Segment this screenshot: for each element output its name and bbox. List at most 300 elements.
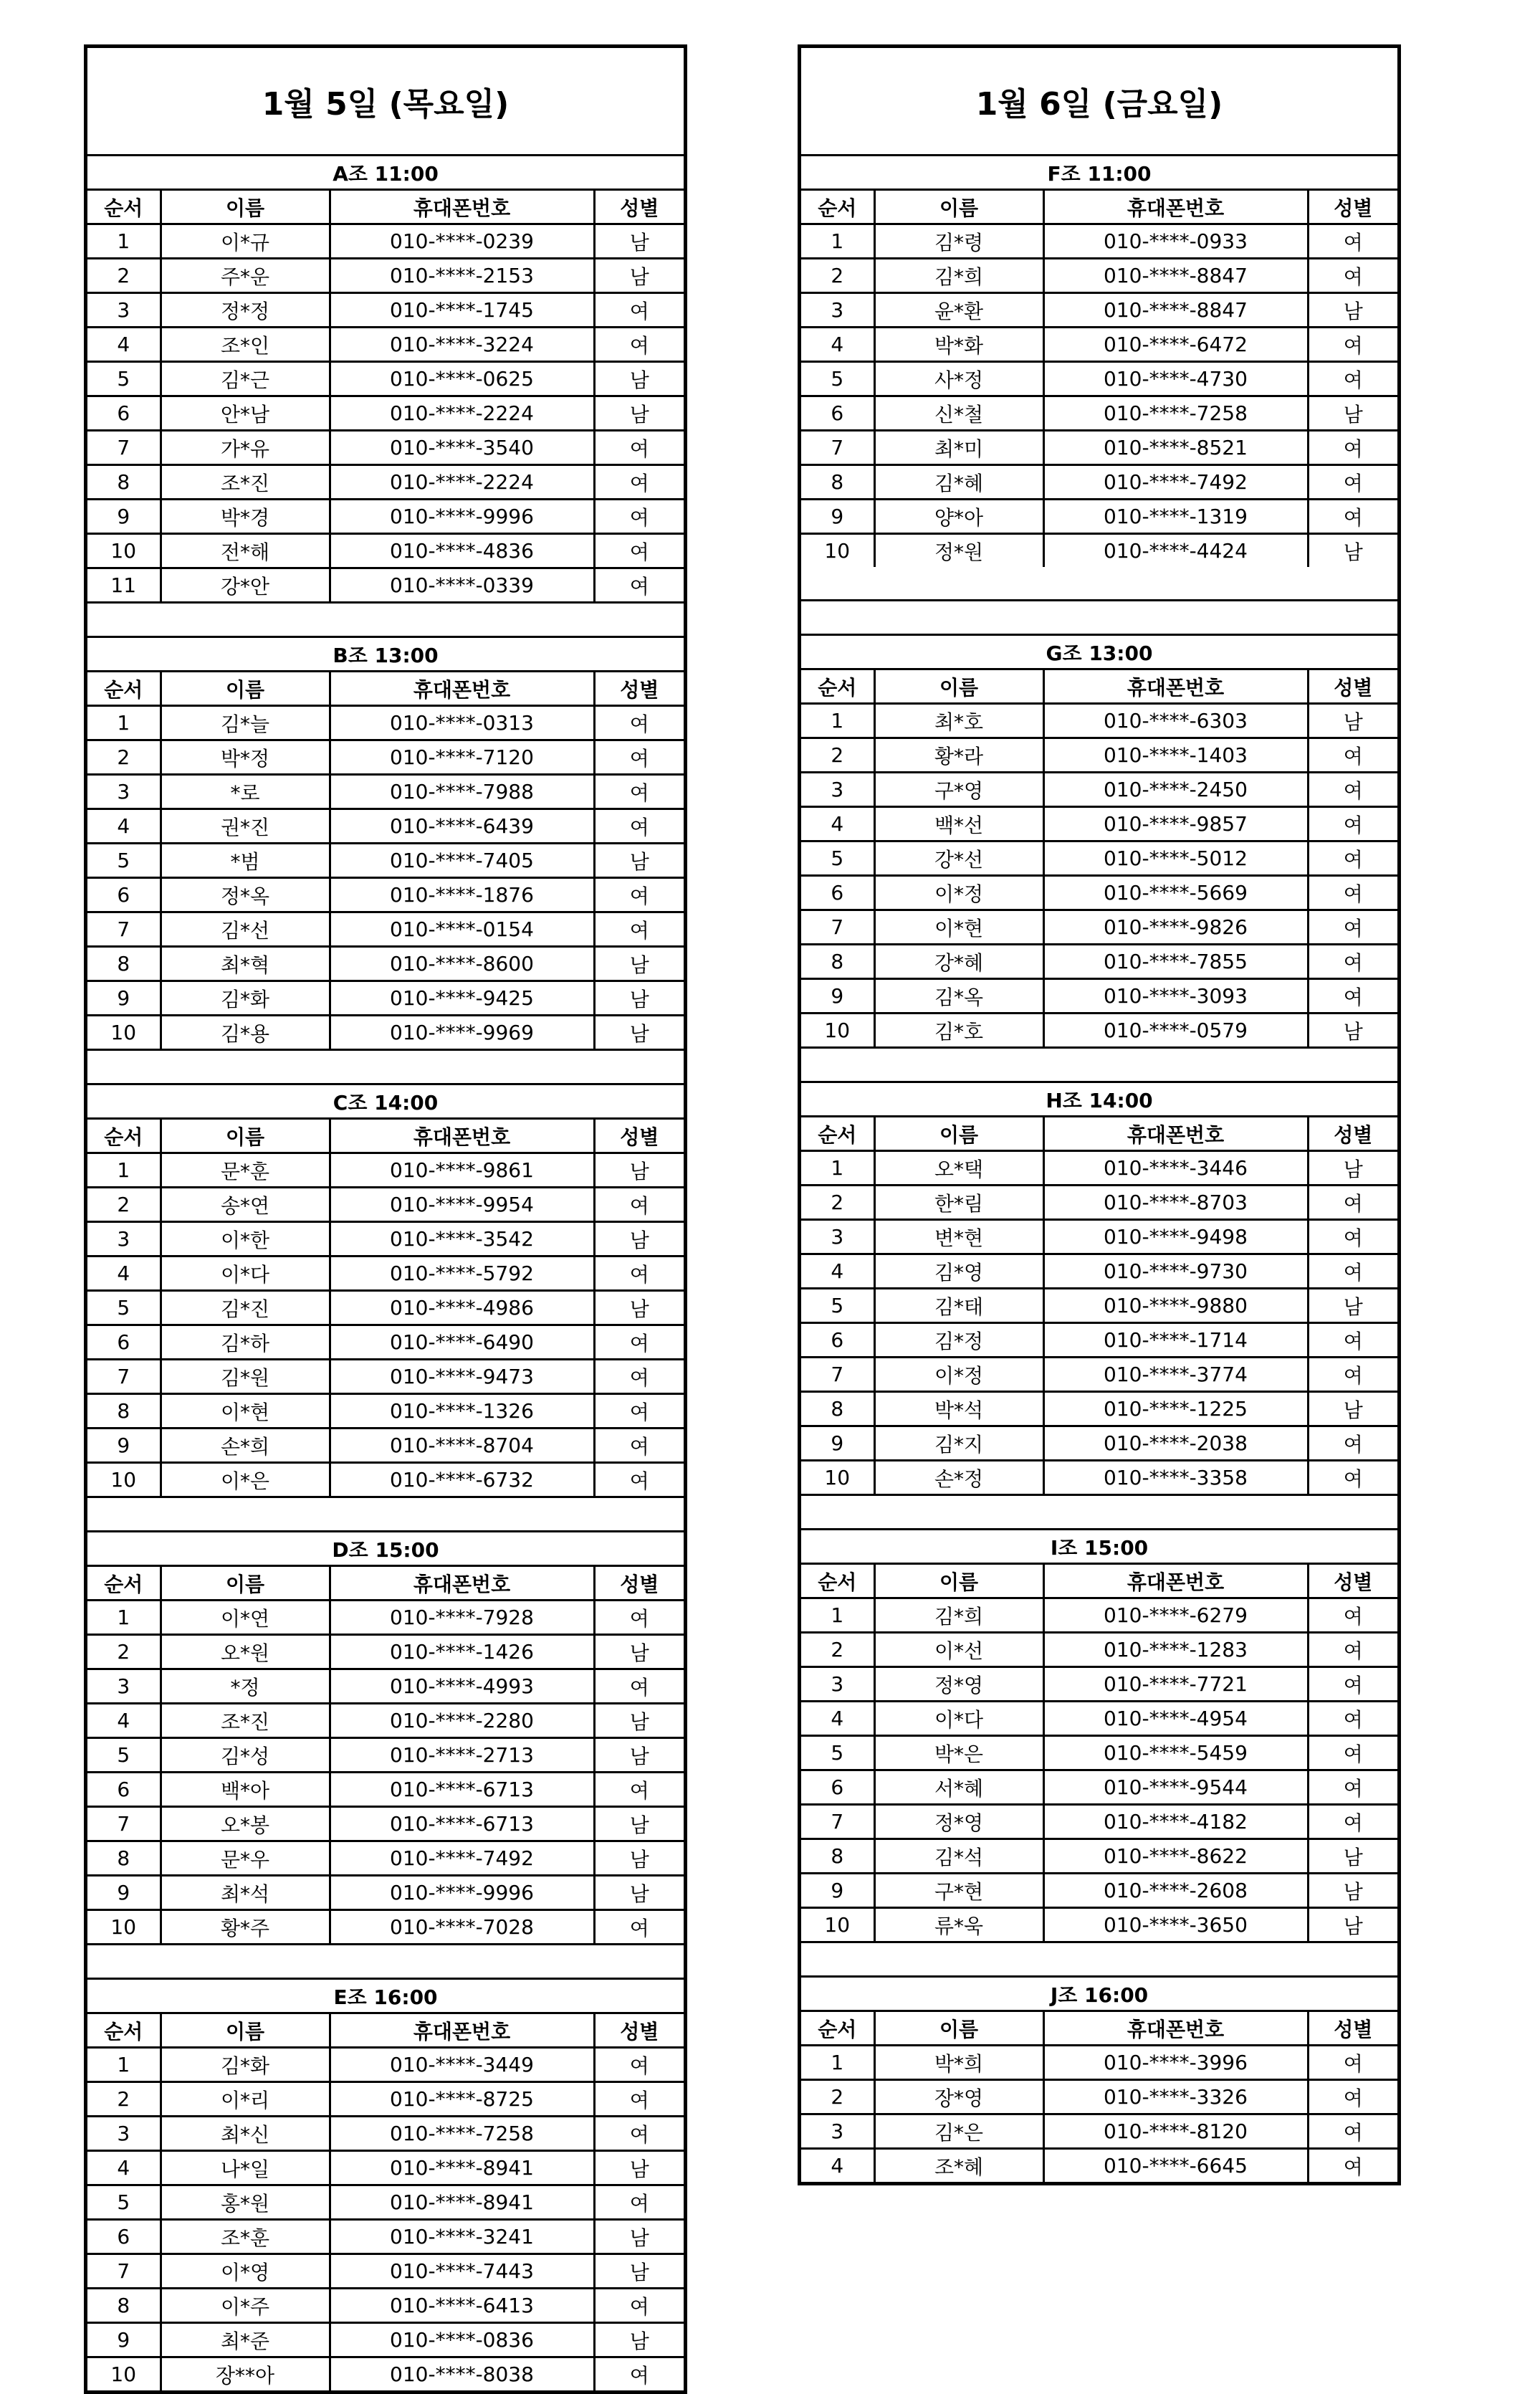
table-row (801, 910, 1397, 945)
phone-cell: 010-****-7721 (1043, 1667, 1308, 1702)
sex-cell: 여 (1308, 807, 1397, 841)
phone-cell: 010-****-1326 (330, 1394, 594, 1429)
phone-cell: 010-****-8725 (330, 2082, 594, 2117)
seq-cell: 2 (87, 2082, 161, 2117)
phone-cell: 010-****-9544 (1043, 1770, 1308, 1805)
seq-cell: 8 (801, 465, 874, 500)
seq-cell: 3 (87, 293, 161, 328)
seq-cell: 4 (801, 1254, 874, 1289)
phone-cell: 010-****-3241 (330, 2220, 594, 2254)
sex-cell: 여 (594, 328, 684, 362)
phone-cell: 010-****-3449 (330, 2048, 594, 2082)
table-row (801, 1770, 1397, 1805)
table-row (87, 2289, 684, 2323)
column-header-phone: 휴대폰번호 (1043, 190, 1308, 224)
table-row (801, 1908, 1397, 1942)
table-row (87, 809, 684, 844)
phone-cell: 010-****-9498 (1043, 1220, 1308, 1254)
name-cell: 정*영 (874, 1805, 1043, 1839)
seq-cell: 9 (801, 1874, 874, 1908)
phone-cell: 010-****-9730 (1043, 1254, 1308, 1289)
column-header-row (801, 190, 1397, 224)
phone-cell: 010-****-8941 (330, 2151, 594, 2185)
phone-cell: 010-****-3542 (330, 1222, 594, 1256)
sex-cell: 여 (1308, 1598, 1397, 1633)
sex-cell: 여 (1308, 2046, 1397, 2080)
seq-cell: 8 (801, 945, 874, 979)
column-header-sex: 성별 (1308, 2011, 1397, 2046)
sex-cell: 남 (1308, 1392, 1397, 1426)
spacer-cell (87, 1497, 684, 1532)
phone-cell: 010-****-1283 (1043, 1633, 1308, 1667)
phone-cell: 010-****-9425 (330, 981, 594, 1016)
table-row (801, 841, 1397, 876)
phone-cell: 010-****-2608 (1043, 1874, 1308, 1908)
name-cell: 박*화 (874, 328, 1043, 362)
name-cell: 이*다 (874, 1702, 1043, 1736)
name-cell: 김*호 (874, 1014, 1043, 1048)
seq-cell: 3 (87, 775, 161, 809)
sex-cell: 남 (594, 2254, 684, 2289)
seq-cell: 10 (801, 534, 874, 568)
sex-cell: 여 (594, 1910, 684, 1945)
table-row (801, 1461, 1397, 1495)
name-cell: 김*진 (161, 1291, 330, 1325)
column-header-seq: 순서 (801, 190, 874, 224)
column-header-name: 이름 (874, 2011, 1043, 2046)
sex-cell: 여 (1308, 259, 1397, 293)
table-row (801, 500, 1397, 534)
column-header-sex: 성별 (1308, 190, 1397, 224)
sex-cell: 여 (1308, 1323, 1397, 1358)
seq-cell: 3 (801, 773, 874, 807)
sex-cell: 여 (1308, 1254, 1397, 1289)
table-row (87, 878, 684, 912)
sex-cell: 여 (594, 809, 684, 844)
column-header-name: 이름 (874, 1117, 1043, 1151)
table-row (87, 1807, 684, 1841)
column-header-phone: 휴대폰번호 (330, 190, 594, 224)
sex-cell: 남 (1308, 1289, 1397, 1323)
table-row (801, 1358, 1397, 1392)
name-cell: 김*희 (874, 259, 1043, 293)
phone-cell: 010-****-8120 (1043, 2114, 1308, 2149)
table-row (87, 500, 684, 534)
name-cell: 문*훈 (161, 1153, 330, 1188)
phone-cell: 010-****-1426 (330, 1635, 594, 1669)
name-cell: 조*훈 (161, 2220, 330, 2254)
phone-cell: 010-****-6279 (1043, 1598, 1308, 1633)
phone-cell: 010-****-7405 (330, 844, 594, 878)
seq-cell: 2 (801, 259, 874, 293)
table-row (87, 740, 684, 775)
spacer-row (87, 1050, 684, 1084)
group-header (87, 1979, 684, 2013)
name-cell: 최*미 (874, 431, 1043, 465)
phone-cell: 010-****-1745 (330, 293, 594, 328)
phone-cell: 010-****-3774 (1043, 1358, 1308, 1392)
table-row (801, 1736, 1397, 1770)
sex-cell: 여 (1308, 876, 1397, 910)
table-row (801, 704, 1397, 738)
group-title: A조 11:00 (333, 161, 439, 186)
seq-cell: 3 (801, 293, 874, 328)
table-row (801, 876, 1397, 910)
name-cell: 최*석 (161, 1876, 330, 1910)
table-row (87, 706, 684, 740)
phone-cell: 010-****-4730 (1043, 362, 1308, 396)
phone-cell: 010-****-6490 (330, 1325, 594, 1360)
sex-cell: 여 (594, 293, 684, 328)
sex-cell: 여 (1308, 1426, 1397, 1461)
sex-cell: 남 (594, 2323, 684, 2357)
phone-cell: 010-****-7258 (1043, 396, 1308, 431)
sex-cell: 남 (594, 1153, 684, 1188)
day-schedule-friday (798, 44, 1401, 2185)
name-cell: 이*다 (161, 1256, 330, 1291)
table-row (87, 396, 684, 431)
sex-cell: 여 (1308, 979, 1397, 1014)
sex-cell: 남 (1308, 1151, 1397, 1186)
table-row (801, 465, 1397, 500)
seq-cell: 6 (87, 1773, 161, 1807)
sex-cell: 여 (594, 2357, 684, 2391)
column-header-phone: 휴대폰번호 (330, 1119, 594, 1153)
phone-cell: 010-****-0339 (330, 568, 594, 603)
table-row (87, 2048, 684, 2082)
table-row (801, 1151, 1397, 1186)
phone-cell: 010-****-7492 (1043, 465, 1308, 500)
seq-cell: 6 (801, 1770, 874, 1805)
column-header-row (87, 672, 684, 706)
seq-cell: 8 (801, 1839, 874, 1874)
sex-cell: 여 (1308, 773, 1397, 807)
name-cell: 조*혜 (874, 2149, 1043, 2183)
seq-cell: 3 (801, 1667, 874, 1702)
group-header (87, 1084, 684, 1119)
sex-cell: 여 (1308, 841, 1397, 876)
sex-cell: 여 (594, 740, 684, 775)
phone-cell: 010-****-6645 (1043, 2149, 1308, 2183)
sex-cell: 여 (594, 878, 684, 912)
name-cell: *정 (161, 1669, 330, 1704)
sex-cell: 여 (594, 2117, 684, 2151)
sex-cell: 남 (594, 1807, 684, 1841)
sex-cell: 여 (594, 1394, 684, 1429)
column-header-name: 이름 (874, 669, 1043, 704)
name-cell: 구*현 (874, 1874, 1043, 1908)
table-row (801, 1392, 1397, 1426)
phone-cell: 010-****-9880 (1043, 1289, 1308, 1323)
sex-cell: 여 (1308, 1461, 1397, 1495)
sex-cell: 여 (1308, 1667, 1397, 1702)
sex-cell: 여 (1308, 1358, 1397, 1392)
seq-cell: 1 (87, 1153, 161, 1188)
phone-cell: 010-****-2280 (330, 1704, 594, 1738)
spacer-row (87, 603, 684, 637)
seq-cell: 1 (87, 706, 161, 740)
column-header-sex: 성별 (594, 1119, 684, 1153)
sex-cell: 여 (594, 534, 684, 568)
phone-cell: 010-****-0625 (330, 362, 594, 396)
group-title: J조 16:00 (801, 1977, 1397, 2011)
name-cell: 김*영 (874, 1254, 1043, 1289)
phone-cell: 010-****-8600 (330, 947, 594, 981)
table-row (87, 1773, 684, 1807)
phone-cell: 010-****-8038 (330, 2357, 594, 2391)
seq-cell: 1 (87, 1601, 161, 1635)
column-header-seq: 순서 (801, 669, 874, 704)
sex-cell: 여 (594, 568, 684, 603)
table-row (87, 2220, 684, 2254)
name-cell: 조*인 (161, 328, 330, 362)
phone-cell: 010-****-2153 (330, 259, 594, 293)
name-cell: 김*늘 (161, 706, 330, 740)
table-row (87, 1704, 684, 1738)
column-header-sex: 성별 (1308, 1117, 1397, 1151)
spacer-cell (801, 1495, 1397, 1530)
table-row (801, 534, 1397, 568)
phone-cell: 010-****-7855 (1043, 945, 1308, 979)
name-cell: 최*혁 (161, 947, 330, 981)
seq-cell: 1 (87, 224, 161, 259)
name-cell: 나*일 (161, 2151, 330, 2185)
table-row (801, 362, 1397, 396)
table-row (87, 1016, 684, 1050)
table-row (801, 293, 1397, 328)
sex-cell: 여 (594, 1325, 684, 1360)
phone-cell: 010-****-9826 (1043, 910, 1308, 945)
seq-cell: 3 (801, 1220, 874, 1254)
seq-cell: 2 (801, 1186, 874, 1220)
group-header (801, 635, 1397, 669)
sex-cell: 남 (1308, 1014, 1397, 1048)
seq-cell: 10 (87, 1463, 161, 1497)
seq-cell: 6 (801, 1323, 874, 1358)
phone-cell: 010-****-7120 (330, 740, 594, 775)
seq-cell: 2 (87, 259, 161, 293)
phone-cell: 010-****-8941 (330, 2185, 594, 2220)
phone-cell: 010-****-4182 (1043, 1805, 1308, 1839)
name-cell: 이*리 (161, 2082, 330, 2117)
sex-cell: 여 (1308, 1220, 1397, 1254)
seq-cell: 9 (87, 1429, 161, 1463)
table-row (87, 1291, 684, 1325)
seq-cell: 7 (801, 431, 874, 465)
phone-cell: 010-****-3996 (1043, 2046, 1308, 2080)
table-row (801, 2080, 1397, 2114)
table-row (87, 2082, 684, 2117)
table-row (87, 293, 684, 328)
table-row (801, 2046, 1397, 2080)
name-cell: 최*준 (161, 2323, 330, 2357)
table-row (801, 1014, 1397, 1048)
sex-cell: 남 (594, 981, 684, 1016)
sex-cell: 남 (1308, 1908, 1397, 1942)
column-header-row (801, 1564, 1397, 1598)
phone-cell: 010-****-8622 (1043, 1839, 1308, 1874)
phone-cell: 010-****-0836 (330, 2323, 594, 2357)
sex-cell: 여 (594, 2185, 684, 2220)
seq-cell: 5 (87, 1291, 161, 1325)
name-cell: 오*원 (161, 1635, 330, 1669)
spacer-row (801, 1048, 1397, 1082)
name-cell: 김*성 (161, 1738, 330, 1773)
spacer-row (801, 1942, 1397, 1977)
table-row (87, 224, 684, 259)
sex-cell: 남 (1308, 293, 1397, 328)
name-cell: 송*연 (161, 1188, 330, 1222)
phone-cell: 010-****-1319 (1043, 500, 1308, 534)
phone-cell: 010-****-1225 (1043, 1392, 1308, 1426)
name-cell: 정*영 (874, 1667, 1043, 1702)
table-row (801, 328, 1397, 362)
name-cell: 손*희 (161, 1429, 330, 1463)
seq-cell: 8 (87, 465, 161, 500)
phone-cell: 010-****-3093 (1043, 979, 1308, 1014)
seq-cell: 9 (87, 500, 161, 534)
name-cell: 가*유 (161, 431, 330, 465)
seq-cell: 5 (87, 1738, 161, 1773)
name-cell: 김*석 (874, 1839, 1043, 1874)
name-cell: 이*은 (161, 1463, 330, 1497)
table-row (87, 1841, 684, 1876)
table-row (87, 259, 684, 293)
phone-cell: 010-****-0933 (1043, 224, 1308, 259)
seq-cell: 2 (87, 740, 161, 775)
phone-cell: 010-****-0313 (330, 706, 594, 740)
column-header-phone: 휴대폰번호 (1043, 669, 1308, 704)
seq-cell: 4 (801, 807, 874, 841)
phone-cell: 010-****-4986 (330, 1291, 594, 1325)
table-row (801, 1598, 1397, 1633)
table-row (801, 259, 1397, 293)
table-row (87, 2151, 684, 2185)
seq-cell: 7 (87, 431, 161, 465)
name-cell: 김*선 (161, 912, 330, 947)
name-cell: 박*경 (161, 500, 330, 534)
name-cell: 김*정 (874, 1323, 1043, 1358)
table-row (87, 328, 684, 362)
sex-cell: 남 (594, 844, 684, 878)
phone-cell: 010-****-7443 (330, 2254, 594, 2289)
name-cell: 사*정 (874, 362, 1043, 396)
sex-cell: 남 (594, 1876, 684, 1910)
phone-cell: 010-****-6439 (330, 809, 594, 844)
seq-cell: 2 (801, 1633, 874, 1667)
phone-cell: 010-****-2224 (330, 465, 594, 500)
phone-cell: 010-****-9996 (330, 500, 594, 534)
table-row (87, 912, 684, 947)
name-cell: 신*철 (874, 396, 1043, 431)
phone-cell: 010-****-9954 (330, 1188, 594, 1222)
seq-cell: 6 (87, 1325, 161, 1360)
sex-cell: 여 (1308, 465, 1397, 500)
spacer-row (801, 567, 1397, 601)
sex-cell: 남 (1308, 1839, 1397, 1874)
table-row (87, 1188, 684, 1222)
sex-cell: 여 (1308, 2149, 1397, 2183)
sex-cell: 여 (1308, 224, 1397, 259)
group-header (801, 1082, 1397, 1117)
seq-cell: 11 (87, 568, 161, 603)
table-row (801, 1323, 1397, 1358)
name-cell: 이*한 (161, 1222, 330, 1256)
schedule-table (87, 156, 684, 2390)
seq-cell: 4 (87, 809, 161, 844)
phone-cell: 010-****-0239 (330, 224, 594, 259)
table-row (87, 568, 684, 603)
phone-cell: 010-****-9861 (330, 1153, 594, 1188)
sex-cell: 여 (594, 2289, 684, 2323)
group-header (87, 156, 684, 190)
phone-cell: 010-****-4424 (1043, 534, 1308, 568)
phone-cell: 010-****-8704 (330, 1429, 594, 1463)
table-row (801, 1186, 1397, 1220)
table-row (801, 1839, 1397, 1874)
table-row (801, 1426, 1397, 1461)
table-row (87, 1222, 684, 1256)
sex-cell: 여 (594, 912, 684, 947)
seq-cell: 9 (801, 1426, 874, 1461)
group-title: I조 15:00 (801, 1530, 1397, 1564)
name-cell: 김*지 (874, 1426, 1043, 1461)
group-header (87, 637, 684, 672)
seq-cell: 8 (801, 1392, 874, 1426)
seq-cell: 4 (801, 328, 874, 362)
name-cell: 박*은 (874, 1736, 1043, 1770)
name-cell: 문*우 (161, 1841, 330, 1876)
phone-cell: 010-****-4836 (330, 534, 594, 568)
sex-cell: 여 (594, 1429, 684, 1463)
table-row (801, 773, 1397, 807)
name-cell: 김*옥 (874, 979, 1043, 1014)
name-cell: 류*욱 (874, 1908, 1043, 1942)
name-cell: 이*현 (874, 910, 1043, 945)
sex-cell: 여 (1308, 1702, 1397, 1736)
sex-cell: 남 (594, 1222, 684, 1256)
table-row (87, 1256, 684, 1291)
spacer-row (801, 601, 1397, 635)
name-cell: 오*택 (874, 1151, 1043, 1186)
seq-cell: 7 (87, 912, 161, 947)
spacer-cell (87, 603, 684, 637)
phone-cell: 010-****-8703 (1043, 1186, 1308, 1220)
name-cell: 박*정 (161, 740, 330, 775)
phone-cell: 010-****-3224 (330, 328, 594, 362)
seq-cell: 7 (87, 2254, 161, 2289)
spacer-row (801, 1495, 1397, 1530)
seq-cell: 10 (87, 2357, 161, 2391)
column-header-name: 이름 (161, 672, 330, 706)
phone-cell: 010-****-7028 (330, 1910, 594, 1945)
sex-cell: 남 (1308, 396, 1397, 431)
column-header-phone: 휴대폰번호 (1043, 1117, 1308, 1151)
name-cell: 김*화 (161, 981, 330, 1016)
table-row (801, 1633, 1397, 1667)
name-cell: 구*영 (874, 773, 1043, 807)
table-row (801, 738, 1397, 773)
column-header-seq: 순서 (801, 2011, 874, 2046)
table-row (87, 431, 684, 465)
table-row (87, 1635, 684, 1669)
seq-cell: 10 (87, 534, 161, 568)
name-cell: 김*령 (874, 224, 1043, 259)
column-header-seq: 순서 (87, 1566, 161, 1601)
phone-cell: 010-****-9473 (330, 1360, 594, 1394)
column-header-row (87, 1119, 684, 1153)
phone-cell: 010-****-8847 (1043, 259, 1308, 293)
